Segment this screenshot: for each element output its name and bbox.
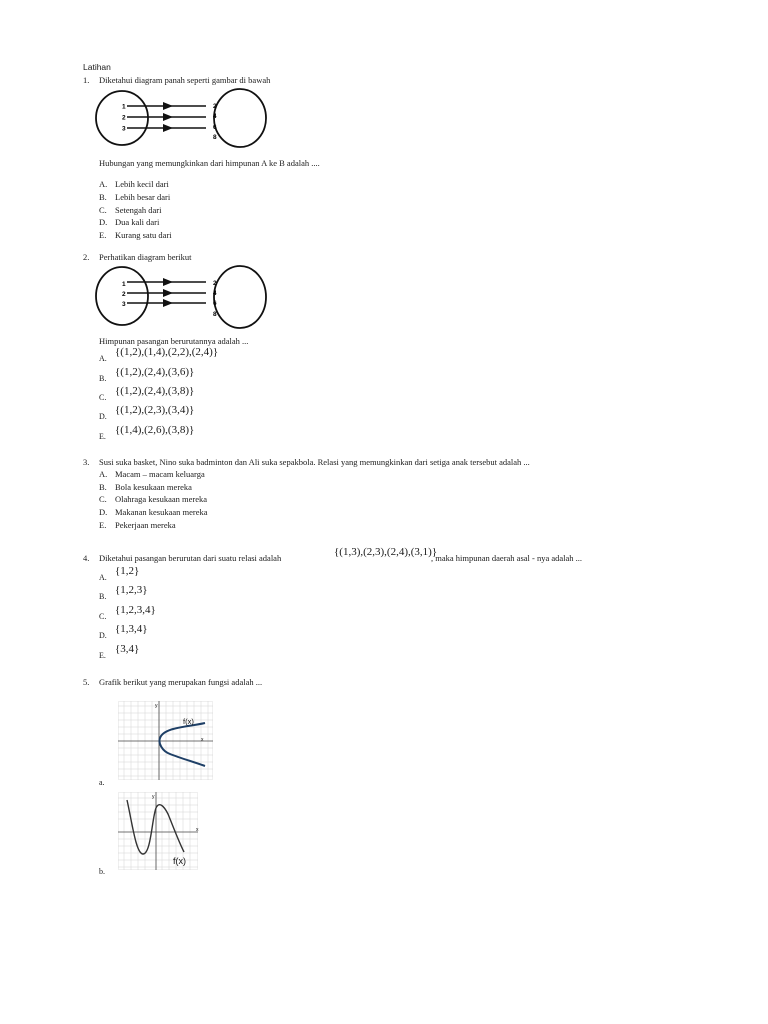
q2-option-letter: C.	[99, 393, 107, 402]
q4-text-before: Diketahui pasangan berurutan dari suatu relasi adalah	[99, 553, 282, 563]
q2-option-text[interactable]: {(1,2),(2,4),(3,6)}	[115, 366, 195, 378]
q1-option-text[interactable]: Lebih kecil dari	[115, 179, 169, 189]
q4-option-text[interactable]: {1,2,3,4}	[115, 604, 156, 616]
q4-number: 4.	[83, 553, 90, 563]
q5-text: Grafik berikut yang merupakan fungsi adalah ...	[99, 677, 263, 687]
q1-set-a-item: 2	[122, 114, 126, 122]
q1-arrowhead	[163, 102, 173, 110]
q3-option-letter: E.	[99, 520, 107, 530]
q1-option-letter: B.	[99, 192, 107, 202]
q2-option-letter: B.	[99, 374, 107, 383]
q1-option-text[interactable]: Lebih besar dari	[115, 192, 171, 202]
q3-option-text[interactable]: Olahraga kesukaan mereka	[115, 494, 208, 504]
q2-arrow-diagram	[95, 265, 270, 331]
q5-graph-a-y-label: y	[155, 703, 158, 709]
q2-set-b-item: 2	[213, 280, 217, 287]
q2-option-letter: E.	[99, 432, 106, 441]
q1-set-b-ellipse	[214, 89, 266, 147]
q1-arrowhead	[163, 113, 173, 121]
q1-option-text[interactable]: Setengah dari	[115, 205, 162, 215]
q3-number: 3.	[83, 457, 90, 467]
q5-graph-b	[118, 792, 198, 870]
q2-option-letter: A.	[99, 354, 107, 363]
q2-option-text[interactable]: {(1,2),(1,4),(2,2),(2,4)}	[115, 346, 219, 358]
q2-text: Perhatikan diagram berikut	[99, 252, 192, 262]
q2-arrowhead	[163, 299, 173, 307]
q2-option-letter: D.	[99, 412, 107, 421]
q2-set-a-item: 3	[122, 301, 126, 308]
q4-option-letter: E.	[99, 651, 106, 660]
q2-set-b-item: 4	[213, 290, 217, 297]
q1-text: Diketahui diagram panah seperti gambar di bawah	[99, 75, 271, 85]
q4-relation-set: {(1,3),(2,3),(2,4),(3,1)}	[334, 546, 438, 558]
q3-option-text[interactable]: Makanan kesukaan mereka	[115, 507, 208, 517]
q3-text: Susi suka basket, Nino suka badminton dan Ali suka sepakbola. Relasi yang memungkinkan dari setiga anak tersebut adalah ...	[99, 457, 530, 467]
q1-prompt: Hubungan yang memungkinkan dari himpunan A ke B adalah ....	[99, 158, 320, 168]
q5-graph-b-y-label: y	[152, 794, 155, 800]
q1-option-text[interactable]: Kurang satu dari	[115, 230, 172, 240]
q2-arrowhead	[163, 289, 173, 297]
q5-graph-a-curve-label: f(x)	[183, 717, 194, 726]
q3-option-letter: A.	[99, 469, 108, 479]
q4-option-text[interactable]: {1,3,4}	[115, 623, 148, 635]
q4-option-letter: D.	[99, 631, 107, 640]
q5-graph-a-x-label: x	[201, 737, 204, 743]
q2-arrowhead	[163, 278, 173, 286]
q1-number: 1.	[83, 75, 90, 85]
q5-graph-a-letter[interactable]: a.	[99, 778, 105, 787]
q4-option-text[interactable]: {1,2,3}	[115, 584, 148, 596]
q2-set-a-item: 2	[122, 291, 126, 298]
q1-option-letter: A.	[99, 179, 108, 189]
q3-option-letter: C.	[99, 494, 107, 504]
q1-option-letter: C.	[99, 205, 107, 215]
q3-option-letter: B.	[99, 482, 107, 492]
q2-number: 2.	[83, 252, 90, 262]
q1-set-b-item: 6	[213, 124, 217, 131]
q2-prompt: Himpunan pasangan berurutannya adalah ...	[99, 336, 249, 346]
q2-set-b-ellipse	[214, 266, 266, 328]
q1-option-text[interactable]: Dua kali dari	[115, 217, 160, 227]
q1-option-letter: D.	[99, 217, 108, 227]
q5-graph-b-x-label: x	[196, 827, 199, 833]
q4-option-letter: B.	[99, 592, 107, 601]
q1-set-b-item: 2	[213, 103, 217, 110]
q3-option-text[interactable]: Pekerjaan mereka	[115, 520, 176, 530]
q2-set-a-item: 1	[122, 281, 126, 288]
q1-arrowhead	[163, 124, 173, 132]
q3-option-letter: D.	[99, 507, 108, 517]
q2-option-text[interactable]: {(1,4),(2,6),(3,8)}	[115, 424, 195, 436]
page-heading: Latihan	[83, 62, 111, 72]
q4-option-letter: A.	[99, 573, 107, 582]
q5-graph-a	[118, 701, 213, 780]
q3-option-text[interactable]: Macam – macam keluarga	[115, 469, 205, 479]
q1-set-b-item: 8	[213, 134, 217, 141]
q1-set-b-item: 4	[213, 113, 217, 120]
q1-set-a-item: 3	[122, 125, 126, 133]
q4-option-text[interactable]: {3,4}	[115, 643, 140, 655]
q1-arrow-diagram	[95, 88, 270, 150]
q1-option-letter: E.	[99, 230, 107, 240]
q5-graph-b-curve-label: f(x)	[173, 856, 186, 866]
q1-set-a-item: 1	[122, 103, 126, 111]
q2-option-text[interactable]: {(1,2),(2,4),(3,8)}	[115, 385, 195, 397]
q2-option-text[interactable]: {(1,2),(2,3),(3,4)}	[115, 404, 195, 416]
q5-graph-b-letter[interactable]: b.	[99, 867, 105, 876]
q4-option-text[interactable]: {1,2}	[115, 565, 140, 577]
q5-number: 5.	[83, 677, 90, 687]
q4-option-letter: C.	[99, 612, 107, 621]
q3-option-text[interactable]: Bola kesukaan mereka	[115, 482, 192, 492]
q4-text-after: , maka himpunan daerah asal - nya adalah ...	[431, 553, 583, 563]
q2-set-b-item: 6	[213, 300, 217, 307]
q2-set-b-item: 8	[213, 311, 217, 318]
